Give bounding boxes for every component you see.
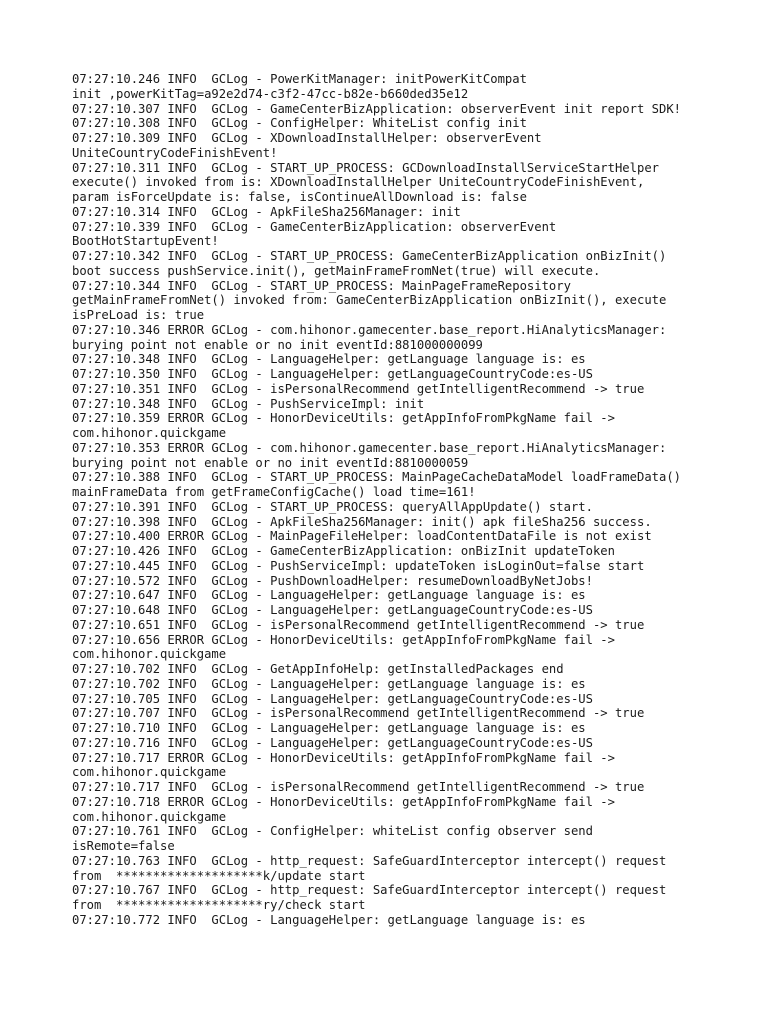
log-line: getMainFrameFromNet() invoked from: GameCenterBizApplication onBizInit(), execute xyxy=(72,293,667,308)
log-line: execute() invoked from is: XDownloadInstallHelper UniteCountryCodeFinishEvent, xyxy=(72,175,645,190)
log-line: 07:27:10.445 INFO GCLog - PushServiceImpl: updateToken isLoginOut=false start xyxy=(72,558,645,573)
log-line: 07:27:10.348 INFO GCLog - PushServiceImpl: init xyxy=(72,396,425,411)
log-line: 07:27:10.346 ERROR GCLog - com.hihonor.gamecenter.base_report.HiAnalyticsManager: xyxy=(72,322,667,337)
log-line: 07:27:10.702 INFO GCLog - GetAppInfoHelp: getInstalledPackages end xyxy=(72,662,564,676)
log-line: 07:27:10.702 INFO GCLog - LanguageHelper: getLanguage language is: es xyxy=(72,676,586,691)
log-line: UniteCountryCodeFinishEvent! xyxy=(72,145,278,160)
log-line: 07:27:10.344 INFO GCLog - START_UP_PROCESS: MainPageFrameRepository xyxy=(72,278,571,293)
log-line: from ********************ry/check start xyxy=(72,898,366,912)
log-line: 07:27:10.309 INFO GCLog - XDownloadInstallHelper: observerEvent xyxy=(72,131,542,145)
log-line: 07:27:10.348 INFO GCLog - LanguageHelper: getLanguage language is: es xyxy=(72,352,586,367)
log-line: mainFrameData from getFrameConfigCache() load time=161! xyxy=(72,485,476,499)
log-line: com.hihonor.quickgame xyxy=(72,647,227,662)
log-line: burying point not enable or no init eventId:8810000059 xyxy=(72,455,469,470)
log-line: 07:27:10.648 INFO GCLog - LanguageHelper: getLanguageCountryCode:es-US xyxy=(72,603,593,617)
log-line: 07:27:10.705 INFO GCLog - LanguageHelper: getLanguageCountryCode:es-US xyxy=(72,691,593,706)
log-line: 07:27:10.772 INFO GCLog - LanguageHelper: getLanguage language is: es xyxy=(72,912,586,927)
log-line: 07:27:10.353 ERROR GCLog - com.hihonor.gamecenter.base_report.HiAnalyticsManager: xyxy=(72,440,667,455)
log-line: com.hihonor.quickgame xyxy=(72,765,227,780)
log-line: 07:27:10.716 INFO GCLog - LanguageHelper: getLanguageCountryCode:es-US xyxy=(72,735,593,750)
log-line: 07:27:10.351 INFO GCLog - isPersonalRecommend getIntelligentRecommend -> true xyxy=(72,381,645,396)
log-line: boot success pushService.init(), getMainFrameFromNet(true) will execute. xyxy=(72,263,601,278)
log-line: 07:27:10.359 ERROR GCLog - HonorDeviceUtils: getAppInfoFromPkgName fail -> xyxy=(72,411,615,426)
log-line: 07:27:10.391 INFO GCLog - START_UP_PROCESS: queryAllAppUpdate() start. xyxy=(72,499,593,514)
log-line: isPreLoad is: true xyxy=(72,308,205,322)
log-line: 07:27:10.717 INFO GCLog - isPersonalRecommend getIntelligentRecommend -> true xyxy=(72,780,645,794)
log-line: 07:27:10.572 INFO GCLog - PushDownloadHelper: resumeDownloadByNetJobs! xyxy=(72,573,593,588)
log-line: from ********************k/update start xyxy=(72,868,366,883)
log-line: 07:27:10.767 INFO GCLog - http_request: SafeGuardInterceptor intercept() request xyxy=(72,883,667,898)
log-line: 07:27:10.308 INFO GCLog - ConfigHelper: WhiteList config init xyxy=(72,116,527,131)
log-line: param isForceUpdate is: false, isContinueAllDownload is: false xyxy=(72,190,527,204)
log-line: 07:27:10.307 INFO GCLog - GameCenterBizApplication: observerEvent init report SDK! xyxy=(72,101,682,116)
log-line: 07:27:10.707 INFO GCLog - isPersonalRecommend getIntelligentRecommend -> true xyxy=(72,706,645,721)
log-line: init ,powerKitTag=a92e2d74-c3f2-47cc-b82e-b660ded35e12 xyxy=(72,86,469,101)
log-line: 07:27:10.388 INFO GCLog - START_UP_PROCESS: MainPageCacheDataModel loadFrameData() xyxy=(72,470,682,485)
log-text-block xyxy=(72,72,712,928)
log-line: 07:27:10.398 INFO GCLog - ApkFileSha256Manager: init() apk fileSha256 success. xyxy=(72,514,652,529)
log-line: 07:27:10.350 INFO GCLog - LanguageHelper: getLanguageCountryCode:es-US xyxy=(72,367,593,381)
log-line: 07:27:10.314 INFO GCLog - ApkFileSha256Manager: init xyxy=(72,204,461,219)
log-line: 07:27:10.656 ERROR GCLog - HonorDeviceUtils: getAppInfoFromPkgName fail -> xyxy=(72,632,615,647)
log-line: 07:27:10.763 INFO GCLog - http_request: SafeGuardInterceptor intercept() request xyxy=(72,853,667,868)
log-line: burying point not enable or no init eventId:881000000099 xyxy=(72,337,483,352)
log-line: com.hihonor.quickgame xyxy=(72,809,227,824)
log-line: 07:27:10.717 ERROR GCLog - HonorDeviceUtils: getAppInfoFromPkgName fail -> xyxy=(72,750,615,765)
log-line: 07:27:10.311 INFO GCLog - START_UP_PROCESS: GCDownloadInstallServiceStartHelper xyxy=(72,160,659,175)
log-line: 07:27:10.647 INFO GCLog - LanguageHelper: getLanguage language is: es xyxy=(72,588,586,603)
log-line: isRemote=false xyxy=(72,839,175,853)
log-line: 07:27:10.718 ERROR GCLog - HonorDeviceUtils: getAppInfoFromPkgName fail -> xyxy=(72,794,615,809)
log-line: 07:27:10.339 INFO GCLog - GameCenterBizApplication: observerEvent xyxy=(72,219,557,234)
log-line: 07:27:10.651 INFO GCLog - isPersonalRecommend getIntelligentRecommend -> true xyxy=(72,617,645,632)
log-line: 07:27:10.761 INFO GCLog - ConfigHelper: whiteList config observer send xyxy=(72,824,593,839)
document-page xyxy=(72,72,712,928)
log-line: 07:27:10.246 INFO GCLog - PowerKitManager: initPowerKitCompat xyxy=(72,72,527,86)
log-line: 07:27:10.426 INFO GCLog - GameCenterBizApplication: onBizInit updateToken xyxy=(72,544,615,558)
log-line: com.hihonor.quickgame xyxy=(72,426,227,440)
log-line: 07:27:10.710 INFO GCLog - LanguageHelper: getLanguage language is: es xyxy=(72,721,586,735)
log-line: 07:27:10.342 INFO GCLog - START_UP_PROCESS: GameCenterBizApplication onBizInit() xyxy=(72,249,667,263)
log-line: 07:27:10.400 ERROR GCLog - MainPageFileHelper: loadContentDataFile is not exist xyxy=(72,529,652,544)
log-line: BootHotStartupEvent! xyxy=(72,234,219,249)
